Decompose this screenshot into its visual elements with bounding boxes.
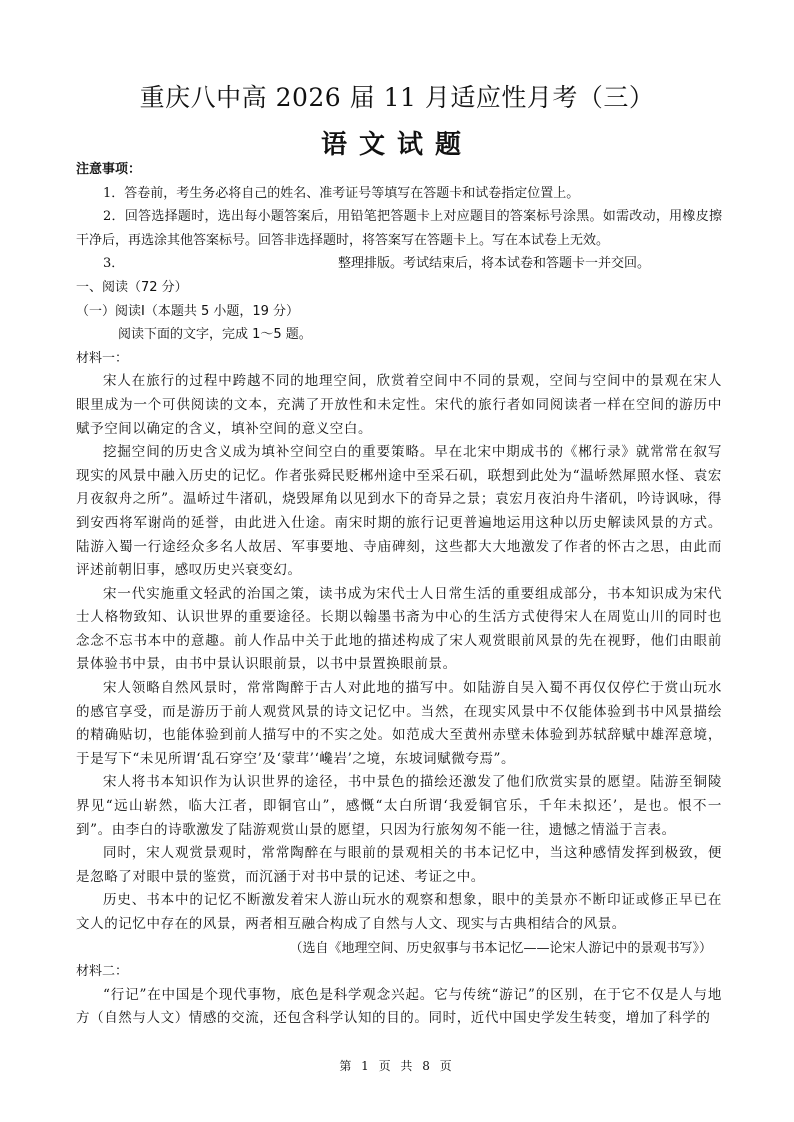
material1-label: 材料一： <box>76 350 129 366</box>
page-content <box>76 158 722 1031</box>
material2-label: 材料二： <box>76 964 129 980</box>
material1-paragraph: 宋一代实施重文轻武的治国之策，读书成为宋代士人日常生活的重要组成部分，书本知识成为宋代士人格物致知、认识世界的重要途径。长期以翰墨书斋为中心的生活方式使得宋人在周览山川的同时也念念不忘书本中的意趣。前人作品中关于此地的描述构成了宋人观赏眼前风景的先在视野，他们由眼前景体验书中景，由书中景认识眼前景，以书中景置换眼前景。 <box>76 585 722 673</box>
exam-title: 重庆八中高 2026 届 11 月适应性月考（三） <box>139 83 655 112</box>
notice-item-1: 1．答卷前，考生务必将自己的姓名、准考证号等填写在答题卡和试卷指定位置上。 <box>103 185 580 201</box>
material1-paragraph: 宋人领略自然风景时，常常陶醉于古人对此地的描写中。如陆游自吴入蜀不再仅仅停伫于赏山玩水的感官享受，而是游历于前人观赏风景的诗文记忆中。当然，在现实风景中不仅能体验到书中风景描绘的精确贴切，也能体验到前人描写中的不实之处。如范成大至黄州赤壁未体验到苏轼辞赋中雄浑意境，于是写下“未见所谓‘乱石穿空’及‘蒙茸’‘巉岩’之境，东坡词赋微夸焉”。 <box>76 680 722 767</box>
material1-paragraph: 同时，宋人观赏景观时，常常陶醉在与眼前的景观相关的书本记忆中，当这种感情发挥到极致，便是忽略了对眼中景的鉴赏，而沉涵于对书中景的记述、考证之中。 <box>76 845 722 885</box>
notice-heading: 注意事项： <box>76 162 142 177</box>
section-subheading: （一）阅读Ⅰ（本题共 5 小题，19 分） <box>76 303 300 319</box>
section-heading: 一、阅读（72 分） <box>76 279 188 295</box>
exam-subtitle: 语文试题 <box>320 130 473 160</box>
notice-item-3-number: 3． <box>103 256 125 272</box>
section-instruction: 阅读下面的文字，完成 1～5 题。 <box>118 327 312 343</box>
notice-item-3 <box>76 252 722 276</box>
material2-paragraph: “行记”在中国是个现代事物，底色是科学观念兴起。它与传统“游记”的区别，在于它不仅是人与地方（自然与人文）情感的交流，还包含科学认知的目的。同时，近代中国史学发生转变，增加了科学的 <box>76 986 722 1027</box>
material1-paragraph: 挖掘空间的历史含义成为填补空间空白的重要策略。早在北宋中期成书的《郴行录》就常常在叙写现实的风景中融入历史的记忆。作者张舜民贬郴州途中至采石矶，联想到此处为“温峤然犀照水怪、袁宏月夜叙舟之所”。温峤过牛渚矶，烧毁犀角以见到水下的奇异之景；袁宏月夜泊舟牛渚矶，吟诗讽咏，得到安西将军谢尚的延誉，由此进入仕途。南宋时期的旅行记更普遍地运用这种以历史解读风景的方式。陆游入蜀一行途经众多名人故居、军事要地、寺庙碑刻，这些都大大地激发了作者的怀古之思，由此而评述前朝旧事，感叹历史兴衰变幻。 <box>76 444 722 579</box>
material1-source: （选自《地理空间、历史叙事与书本记忆——论宋人游记中的景观书写》） <box>289 940 712 956</box>
notice-item-3-text: 整理排版。考试结束后，将本试卷和答题卡一并交回。 <box>338 256 651 272</box>
material1-paragraph: 宋人在旅行的过程中跨越不同的地理空间，欣赏着空间中不同的景观，空间与空间中的景观在宋人眼里成为一个可供阅读的文本，充满了开放性和未定性。宋代的旅行者如同阅读者一样在空间的游历中赋予空间以确定的含义，填补空间的意义空白。 <box>76 373 722 437</box>
page-number: 第 1 页 共 8 页 <box>339 1059 455 1073</box>
material1-paragraph: 历史、书本中的记忆不断激发着宋人游山玩水的观察和想象，眼中的美景亦不断印证或修正早已在文人的记忆中存在的风景，两者相互融合构成了自然与人文、现实与古典相结合的风景。 <box>76 892 722 932</box>
material1-paragraph: 宋人将书本知识作为认识世界的途径，书中景色的描绘还激发了他们欣赏实景的愿望。陆游至铜陵界见“远山崭然，临大江者，即铜官山”，感慨“太白所谓‘我爱铜官乐，千年未拟还’，是也。恨不一到”。由李白的诗歌激发了陆游观赏山景的愿望，只因为行旅匆匆不能一往，遗憾之情溢于言表。 <box>76 774 722 838</box>
notice-item-2: 2．回答选择题时，选出每小题答案后，用铅笔把答题卡上对应题目的答案标号涂黑。如需改动，用橡皮擦干净后，再选涂其他答案标号。回答非选择题时，将答案写在答题卡上。写在本试卷上无效。 <box>76 209 722 248</box>
